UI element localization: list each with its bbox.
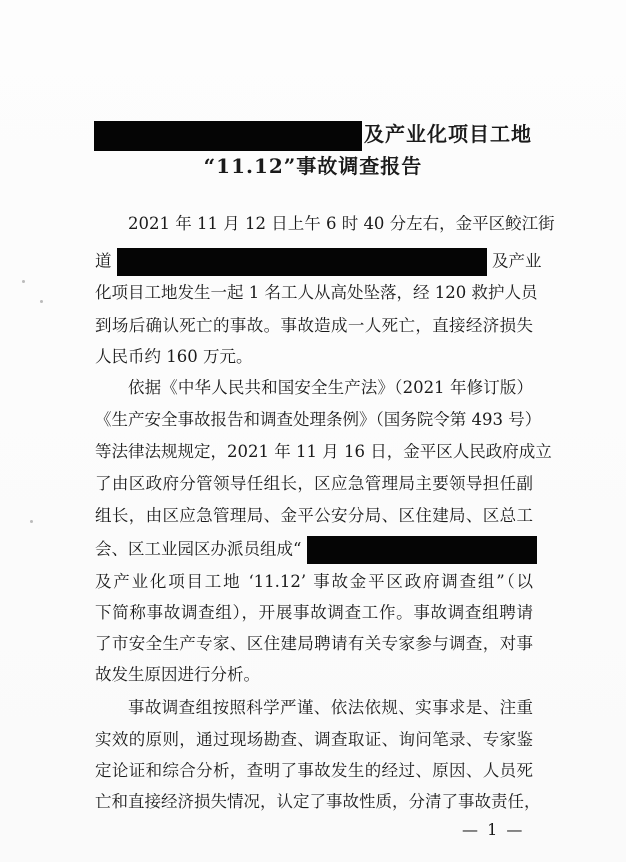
paragraph-line: 实效的原则，通过现场勘查、调查取证、询问笔录、专家鉴 [95,730,533,749]
paragraph-line: 故发生原因进行分析。 [95,665,260,684]
paragraph-line: 下简称事故调查组），开展事故调查工作。事故调查组聘请 [95,603,533,622]
paragraph-line [95,536,537,564]
paragraph-text: 会、区工业园区办派员组成“ [95,539,302,559]
report-title-line-1 [0,118,626,151]
paragraph-line: 到场后确认死亡的事故。事故造成一人死亡，直接经济损失 [95,316,533,335]
paragraph-line: 及产业化项目工地 ‘11.12’ 事故金平区政府调查组”（以 [95,572,533,591]
redaction-bar [117,248,487,276]
paragraph-line: 了市安全生产专家、区住建局聘请有关专家参与调查，对事 [95,634,533,653]
paragraph-line: 《生产安全事故报告和调查处理条例》（国务院令第 493 号） [95,410,542,429]
title-suffix: 及产业化项目工地 [364,122,532,146]
paragraph-line: 组长，由区应急管理局、金平公安分局、区住建局、区总工 [95,506,533,525]
paragraph-text: 道 [95,251,112,271]
paragraph-line: 等法律法规规定，2021 年 11 月 16 日，金平区人民政府成立 [95,442,552,461]
paragraph-line [95,248,542,276]
paragraph-line: 人民币约 160 万元。 [95,347,253,366]
paragraph-line: 亡和直接经济损失情况，认定了事故性质，分清了事故责任， [95,792,541,811]
scan-speck [30,520,33,523]
redaction-bar [94,121,362,151]
report-title-line-2: “11.12”事故调查报告 [203,154,423,178]
scan-speck [40,300,43,303]
paragraph-text: 及产业 [492,251,542,271]
paragraph-line: 了由区政府分管领导任组长，区应急管理局主要领导担任副 [95,474,533,493]
paragraph-line: 事故调查组按照科学严谨、依法依规、实事求是、注重 [128,698,533,717]
paragraph-line: 2021 年 11 月 12 日上午 6 时 40 分左右，金平区鲛江街 [128,214,555,233]
paragraph-line: 依据《中华人民共和国安全生产法》（2021 年修订版） [128,378,533,397]
scan-speck [22,280,25,283]
paragraph-line: 定论证和综合分析，查明了事故发生的经过、原因、人员死 [95,761,533,780]
redaction-bar [307,536,537,564]
page-number: — 1 — [462,820,525,839]
paragraph-line: 化项目工地发生一起 1 名工人从高处坠落，经 120 救护人员 [95,283,538,302]
